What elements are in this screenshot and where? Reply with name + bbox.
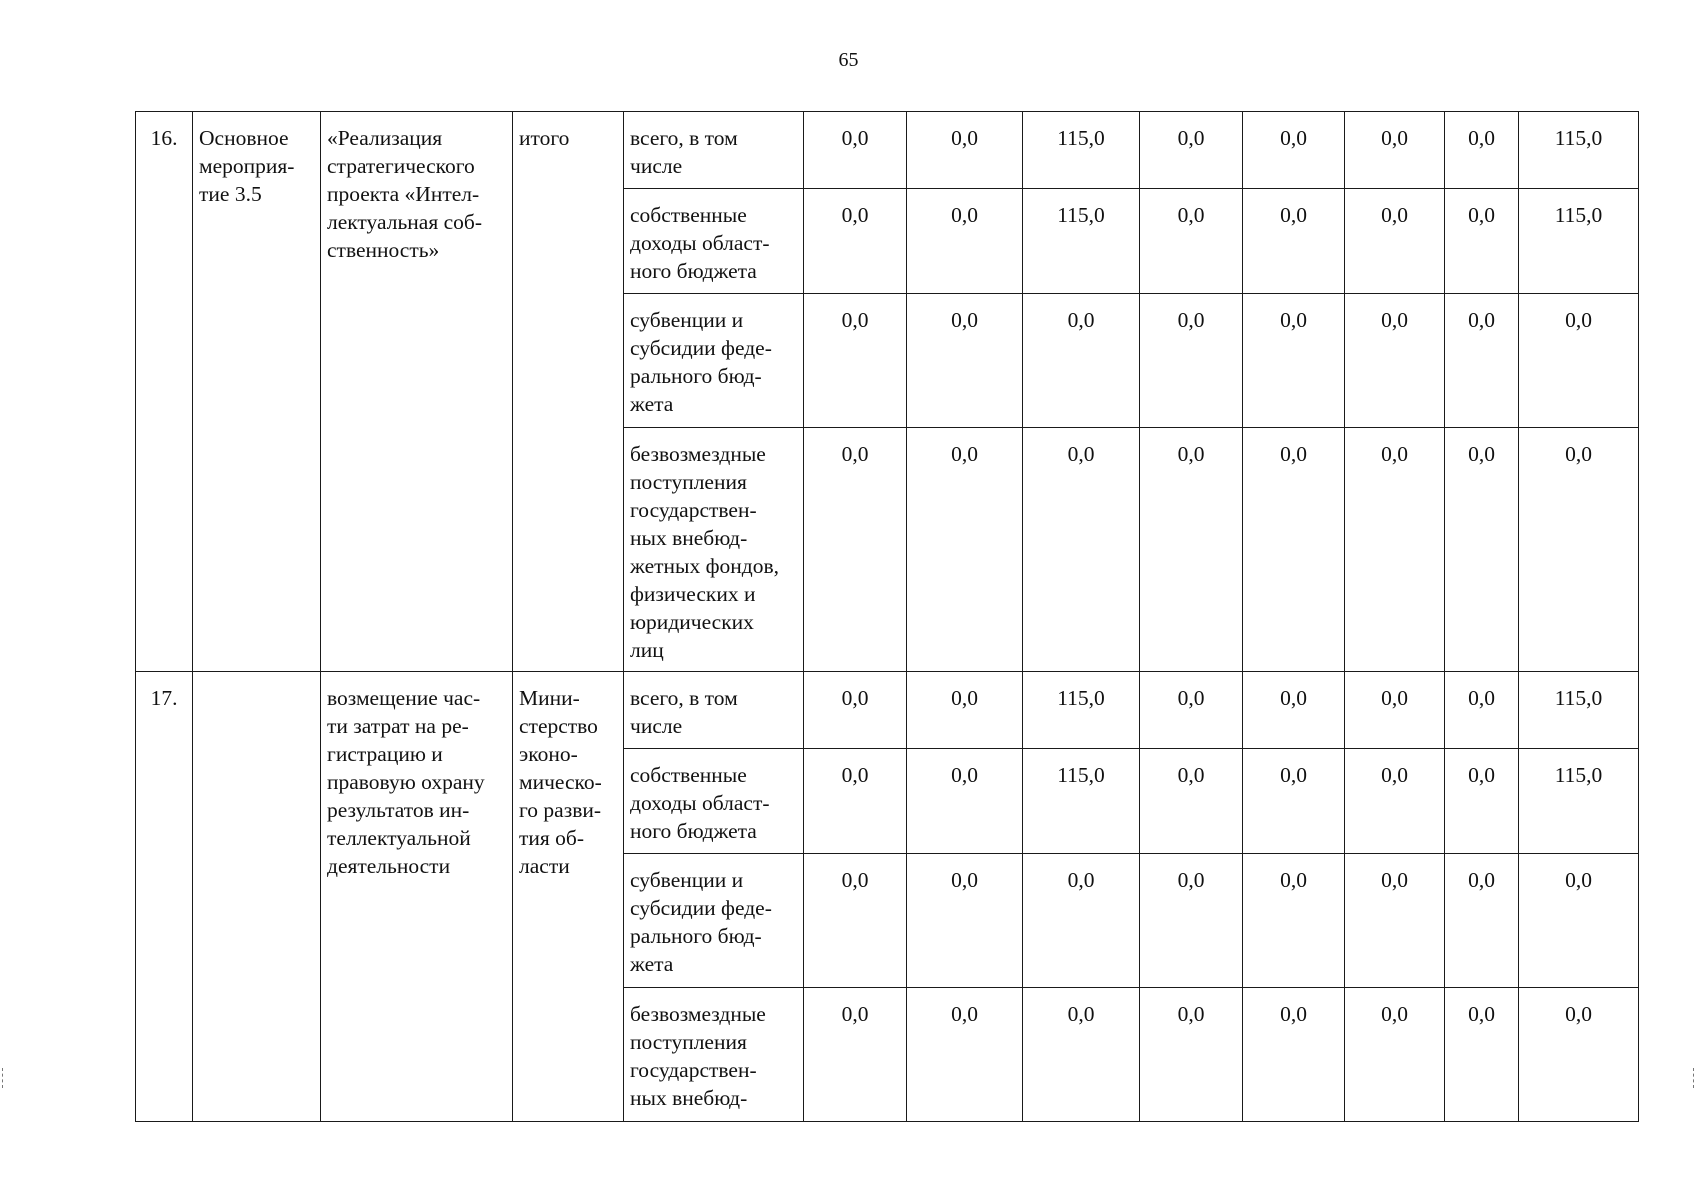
value-cell: 0,0: [907, 854, 1023, 988]
value-cell: 115,0: [1023, 189, 1140, 294]
value-cell: 0,0: [1345, 189, 1445, 294]
source-label: безвозмездные поступления государствен- ных внебюд-: [624, 988, 804, 1122]
value-cell: 0,0: [1445, 112, 1519, 189]
value-cell: 0,0: [804, 672, 907, 749]
value-cell: 0,0: [1445, 749, 1519, 854]
value-cell: 0,0: [1445, 672, 1519, 749]
value-cell: 0,0: [907, 749, 1023, 854]
value-cell: 0,0: [1140, 854, 1243, 988]
value-cell: 0,0: [1445, 988, 1519, 1122]
executor: Мини- стерство эконо- мическо- го разви- тия об- ласти: [513, 672, 624, 1122]
activity-name: Основное мероприя- тие 3.5: [193, 112, 321, 672]
value-cell: 0,0: [1519, 428, 1639, 672]
value-cell: 0,0: [907, 294, 1023, 428]
value-cell: 0,0: [1243, 749, 1345, 854]
value-cell: 0,0: [1445, 189, 1519, 294]
source-label: безвозмездные поступления государствен- ных внебюд- жетных фондов, физических и юридических лиц: [624, 428, 804, 672]
value-cell: 0,0: [1023, 854, 1140, 988]
value-cell: 0,0: [1519, 294, 1639, 428]
value-cell: 0,0: [804, 294, 907, 428]
source-label: собственные доходы област- ного бюджета: [624, 189, 804, 294]
value-cell: 0,0: [1243, 854, 1345, 988]
value-cell: 0,0: [804, 749, 907, 854]
value-cell: 0,0: [1445, 854, 1519, 988]
source-label: собственные доходы област- ного бюджета: [624, 749, 804, 854]
value-cell: 0,0: [907, 672, 1023, 749]
row-index: 17.: [136, 672, 193, 1122]
value-cell: 0,0: [907, 112, 1023, 189]
value-cell: 0,0: [1243, 189, 1345, 294]
right-scan-mark: [1693, 1068, 1696, 1088]
value-cell: 115,0: [1519, 749, 1639, 854]
value-cell: 0,0: [1140, 294, 1243, 428]
value-cell: 0,0: [1445, 294, 1519, 428]
value-cell: 0,0: [1445, 428, 1519, 672]
value-cell: 0,0: [804, 112, 907, 189]
value-cell: 0,0: [1023, 428, 1140, 672]
value-cell: 0,0: [1140, 112, 1243, 189]
source-label: субвенции и субсидии феде- рального бюд- жета: [624, 294, 804, 428]
value-cell: 0,0: [1243, 672, 1345, 749]
value-cell: 0,0: [1140, 988, 1243, 1122]
value-cell: 0,0: [804, 428, 907, 672]
value-cell: 0,0: [1243, 988, 1345, 1122]
value-cell: 0,0: [1243, 428, 1345, 672]
page-number: 65: [838, 49, 859, 71]
value-cell: 115,0: [1519, 189, 1639, 294]
value-cell: 0,0: [1345, 988, 1445, 1122]
value-cell: 0,0: [1140, 189, 1243, 294]
value-cell: 0,0: [804, 988, 907, 1122]
budget-table: [135, 111, 1639, 1122]
value-cell: 0,0: [907, 988, 1023, 1122]
activity-title: возмещение час- ти затрат на ре- гистрацию и правовую охрану результатов ин- теллектуальной деятельности: [321, 672, 513, 1122]
value-cell: 0,0: [804, 854, 907, 988]
source-label: всего, в том числе: [624, 112, 804, 189]
source-label: всего, в том числе: [624, 672, 804, 749]
value-cell: 0,0: [1345, 428, 1445, 672]
source-label: субвенции и субсидии феде- рального бюд- жета: [624, 854, 804, 988]
value-cell: 0,0: [1345, 749, 1445, 854]
value-cell: 0,0: [1345, 672, 1445, 749]
table-row: [136, 112, 1639, 189]
value-cell: 0,0: [1345, 854, 1445, 988]
row-index: 16.: [136, 112, 193, 672]
activity-title: «Реализация стратегического проекта «Интел- лектуальная соб- ственность»: [321, 112, 513, 672]
value-cell: 115,0: [1519, 112, 1639, 189]
value-cell: 0,0: [1140, 428, 1243, 672]
value-cell: 0,0: [907, 189, 1023, 294]
value-cell: 0,0: [804, 189, 907, 294]
value-cell: 115,0: [1023, 749, 1140, 854]
value-cell: 0,0: [1140, 672, 1243, 749]
value-cell: 0,0: [1023, 294, 1140, 428]
value-cell: 0,0: [1140, 749, 1243, 854]
value-cell: 0,0: [1345, 294, 1445, 428]
value-cell: 0,0: [1023, 988, 1140, 1122]
value-cell: 0,0: [1519, 988, 1639, 1122]
value-cell: 0,0: [1345, 112, 1445, 189]
table-row: [136, 672, 1639, 749]
value-cell: 0,0: [1243, 112, 1345, 189]
value-cell: 0,0: [907, 428, 1023, 672]
executor: итого: [513, 112, 624, 672]
value-cell: 0,0: [1519, 854, 1639, 988]
value-cell: 115,0: [1023, 672, 1140, 749]
value-cell: 115,0: [1519, 672, 1639, 749]
value-cell: 0,0: [1243, 294, 1345, 428]
left-scan-mark: [2, 1068, 5, 1088]
value-cell: 115,0: [1023, 112, 1140, 189]
activity-name: [193, 672, 321, 1122]
table-body: [136, 112, 1639, 1122]
